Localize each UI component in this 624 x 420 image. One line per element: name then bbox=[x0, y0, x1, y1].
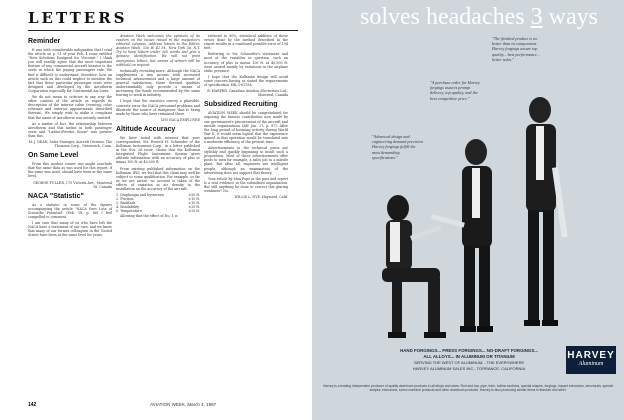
callout-finished-product: "The finished product is no better than its components. Harvey forgings assure top quality... best performance... better sales." bbox=[492, 36, 540, 62]
paragraph: I am sure that many of us who have left the NACA have a statement of our own, and we know that many of our former colleagues in the United States have been at the same level for years. bbox=[28, 221, 112, 238]
publication-line: AVIATION WEEK, March 4, 1957 bbox=[150, 402, 217, 407]
editor-note: Aviation Week welcomes the opinions of its readers on the issues raised in the magazine's editorial columns. Address letters to the Editor, Aviation Week, 330 W. 42 St., New York 36, N.Y. Try to keep letters under 500 words and give a genuine identification. We will not print anonymous letters, but names of writers will be withheld on request. bbox=[116, 34, 200, 67]
table-row: 4. Readability ±20 ft. bbox=[116, 205, 200, 210]
paragraph: Allowing that the effect of No. 1 is bbox=[120, 213, 178, 218]
paragraph: From existing published information on the Kollsman IFIS, we feel that this claim may well be subject to some qualification. For example, so far as we are aware, no account is taken of the effects of variation in air density in the installation on the accuracy of the aircraft. bbox=[116, 166, 200, 191]
paragraph: technically revealing more. Although the NACA supplements a tiny income with increased technical advancement and a large amount of general satisfaction, these devoted qualities understandably only provide a means of increasing the funds recommended by the same leaving to work in industry. bbox=[116, 68, 200, 98]
table-row: 5. Temperature ±20 ft. bbox=[116, 209, 200, 214]
signature: M. J. DEAN, Sales Manager, Aircraft Division, The Thomson Corp., Greenwich, Conn. bbox=[28, 139, 112, 149]
ad-headline: solves headaches 3 ways bbox=[360, 4, 598, 30]
column-1 bbox=[28, 34, 112, 239]
column-3 bbox=[204, 34, 288, 202]
table-row: 2. Friction ±10 ft. bbox=[116, 197, 200, 202]
callout-design: "Advanced design and engineering demand precision Harvey forgings fulfill the most demanding specifications." bbox=[372, 134, 423, 160]
heading-on-same-level: On Same Level bbox=[28, 152, 79, 160]
paragraph: Your article by Max Pope in the past and report is a real evidence in the subsidized organization. But still anything be done to correct this glaring weakness? No. bbox=[204, 176, 288, 193]
paragraph: I hope that the Kollsman design will avoid some concern having as stated the requirements of specification MIL-I-6115A. bbox=[204, 74, 288, 88]
error-table bbox=[116, 193, 200, 213]
heading-reminder: Reminder bbox=[28, 38, 61, 45]
column-2 bbox=[116, 34, 200, 220]
heading-subsidized-recruiting: Subsidized Recruiting bbox=[204, 101, 278, 109]
paragraph: From this modest corner one might conclude that the same data as was used for this report, if the same was used, should have been at the same level. bbox=[28, 162, 112, 179]
heading-naca-statistic: NACA "Statistic" bbox=[28, 192, 84, 200]
advertisement-page bbox=[312, 0, 624, 420]
paragraph: It was with considerable indignation that I read the article on p. 51 of your Feb. 4 issue entitled "New Solutions Designed for Viscount." I think you will readily agree that the most important feature of any commercial aircraft interior is the seats in which the paying passengers ride. We find it difficult to understand, therefore, how an article such as this could neglect to mention the fact that these particular passenger seats were designed and developed by the Aerotherm Corporation especially for Continental Air Lines. bbox=[28, 48, 112, 93]
ad-fineprint: Harvey is a leading independent producer of quality aluminum products in all alloys and sizes: Rod and bar, pipe, tube, hollow sections, special shapes, forgings, impact extrusions, structurals, special shapes, extrusions, screw machine products and other aluminum products. Harvey is also producing similar items in titanium and steel. bbox=[323, 384, 613, 393]
paragraph: Referring to Mr. Schneider's statement and most of the variables in question, such an accuracy of plus or minus 100 ft. at 40,000 ft. were caused mainly by variations in the airplane static pressure. bbox=[204, 52, 288, 73]
paragraph: I hope that the statistics convey a plausible, concrete error the NACA personnel problems and illustrate the source of manpower that is being made by those who have remained there. bbox=[116, 99, 200, 116]
signature: R. HARPER, Canadian Aviation Electronics Ltd., Montreal, Canada bbox=[207, 89, 288, 98]
callout-purchase: "A purchase order for Harvey forgings assures prompt delivery, top quality, and the best competitive price." bbox=[430, 80, 480, 101]
heading-altitude-accuracy: Altitude Accuracy bbox=[116, 125, 176, 133]
paragraph: AVIATION WEEK should be congratulated for exposing the famous contribution now made by our government's procurement of the aircraft and missile organizations (AW Jan. 21, p. 87). After the long period of booming activity during World War II, it would seem logical that the experience gained in that operation would be translated into a moderate efficiency of the present time. bbox=[204, 111, 288, 144]
section-title: LETTERS bbox=[28, 9, 128, 27]
paragraph: As a matter of fact, the relationship between Aerotherm and this airline in both passenger seats and "Ladies'/Powder Room" was greater than this. bbox=[28, 121, 112, 138]
signature: GEORGE FULLER, 170 Victoria Ave., Montreal 16, Canada bbox=[33, 180, 112, 189]
signature: WILLIS L. NYE, Hayward, Calif. bbox=[234, 195, 288, 200]
signature: LYN NACA EMPLOYEE bbox=[160, 117, 200, 122]
paragraph: We do not mean to criticize in any way the other content of the article as regards its description of the interior cabin (evening, color schemes and exterior appointments described therein). We simply wish to make a complaint that the name of Aerotherm was entirely omitted. bbox=[28, 95, 112, 120]
paragraph: Advertisements in the technical press are stylishly and quickly beginning to insult such a proposition. Most of these advertisements offer posts to men for example, a sales job in a missile plant. But after all, engineers are intelligent people, although an examination of the advertising does not support that theory. bbox=[204, 146, 288, 175]
letters-header bbox=[28, 8, 298, 31]
page-number: 142 bbox=[28, 402, 37, 408]
harvey-logo: HARVEY Aluminum bbox=[566, 346, 616, 374]
ad-tagline: HAND FORGINGS... PRESS FORGINGS... NO-DRAFT FORGINGS... ALL ALLOYS... IN ALUMINUM OR TITANIUM SERVING THE WEST OF ALUMINUM... THE EVERYWHERE HARVEY ALUMINUM SALES INC., TORRANCE, CALIFORNIA bbox=[400, 348, 538, 371]
paragraph: As a statistic in some of the figures accompanying the article "NACA Sees Loss of Scientific Potential" (Feb. 18, p. 86) I feel compelled to comment. bbox=[28, 202, 112, 219]
paragraph: We have noted with interest that your correspondent, Mr. Everett H. Schneider of the Kollsman Instrument Corp., in a letter published in the Nov. 26 issue, claims that the Kollsman Integrated Flight Instrument System gives altitude information with an accuracy of plus or minus 100 ft. at 40,000 ft. bbox=[116, 135, 200, 165]
paragraph: reduced to 90%, statistical addition of these errors done by the method described in the report results in a combined possible error of 194 feet. bbox=[204, 34, 288, 51]
table-row: 3. Backlash ±10 ft. bbox=[116, 201, 200, 206]
table-row: 1. Diaphragm and hysteresis ±50 ft. bbox=[116, 193, 200, 198]
